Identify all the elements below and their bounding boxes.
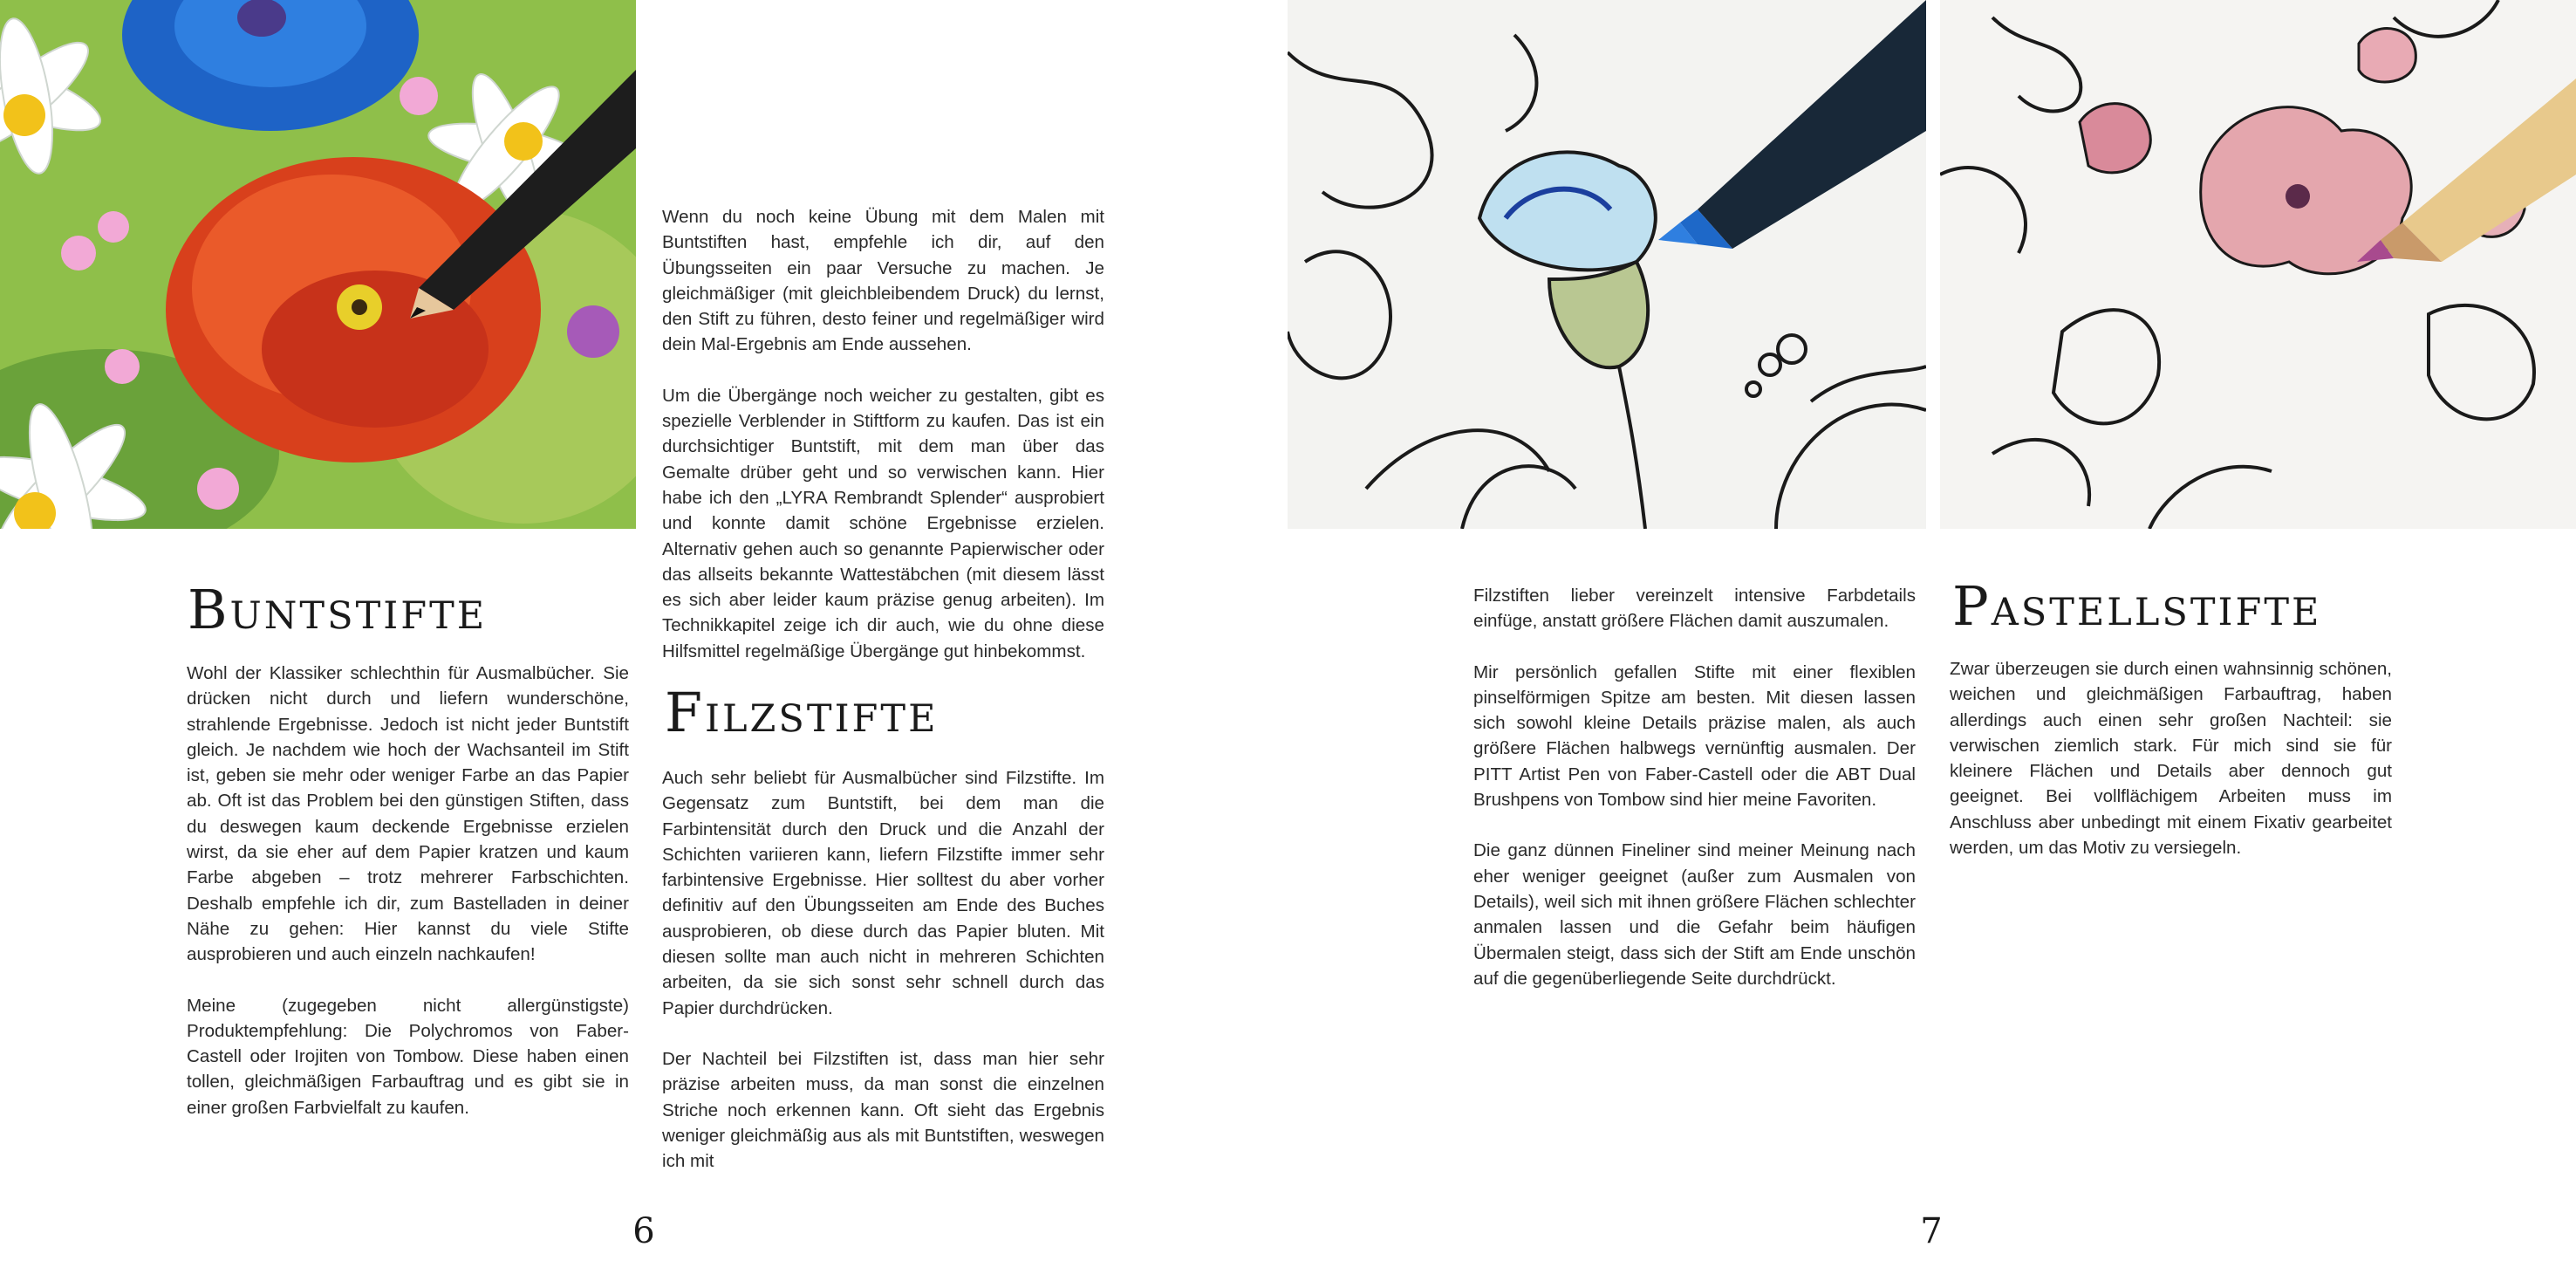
pastellstifte-text [1950, 656, 2392, 860]
filzstifte-text [662, 765, 1104, 1174]
buntstifte-text [187, 661, 629, 1120]
paragraph: Filzstiften lieber vereinzelt intensive Farbdetails einfüge, anstatt größere Flächen damit auszumalen. [1473, 586, 1916, 632]
paragraph: Um die Übergänge noch weicher zu gestalten, gibt es spezielle Verblender in Stiftform zu kaufen. Das ist ein durchsichtiger Buntstift, mit dem man über das Gemalte drüber geht und so verwischen kann. Hier habe ich den „LYRA Rembrandt Splender“ ausprobiert und konnte damit schöne Ergebnisse erzielen. Alternativ gehen auch so genannte Papierwischer oder das allseits bekannte Wattestäbchen (mit diesem lässt es sich aber leider kaum präzise genug arbeiten). Im Technikkapitel zeige ich dir auch, wie du ohne diese Hilfsmittel regelmäßige Übergänge gut hinbekommst. [662, 385, 1104, 661]
page-number: 6 [632, 1211, 655, 1251]
paragraph: Meine (zugegeben nicht allergünstigste) Produktempfehlung: Die Polychromos von Faber-Castell oder Irojiten von Tombow. Diese haben einen tollen, gleichmäßigen Farbauftrag und es gibt sie in einer großen Farbvielfalt zu kaufen. [187, 995, 629, 1118]
paragraph: Auch sehr beliebt für Ausmalbücher sind Filzstifte. Im Gegensatz zum Buntstift, bei dem man die Farbintensität durch den Druck und die Anzahl der Schichten variieren kann, liefern Filzstifte immer sehr farbintensive Ergebnisse. Hier solltest du aber vorher definitiv auf den Übungsseiten am Ende des Buches ausprobieren, ob diese durch das Papier bluten. Mit diesen sollte man auch nicht in mehreren Schichten arbeiten, da sie sich sonst sehr schnell durch das Papier durchdrücken. [662, 768, 1104, 1018]
paragraph: Wohl der Klassiker schlechthin für Ausmalbücher. Sie drücken nicht durch und liefern wunderschöne, strahlende Ergebnisse. Jedoch ist nicht jeder Buntstift gleich. Je nachdem wie hoch der Wachsanteil im Stift ist, geben sie mehr oder weniger Farbe an das Papier ab. Oft ist das Problem bei den günstigen Stiften, dass du deswegen kaum deckende Ergebnisse erzielen wirst, da sie eher auf dem Papier kratzen und kaum Farbe abgeben – trotz mehrerer Farbschichten. Deshalb empfehle ich dir, zum Bastelladen in deiner Nähe zu gehen: Hier kannst du viele Stifte ausprobieren und auch einzeln nachkaufen! [187, 663, 629, 965]
colored-pencil-poppy-photo [0, 0, 636, 529]
pastel-pencil-blossom-photo [1940, 0, 2576, 529]
buntstifte-heading: Buntstifte [188, 578, 488, 641]
paragraph: Wenn du noch keine Übung mit dem Malen mit Buntstiften hast, empfehle ich dir, auf den Übungsseiten ein paar Versuche zu machen. Je gleichmäßiger (mit gleichbleibendem Druck) du lernst, den Stift zu führen, desto feiner und regelmäßiger wird dein Mal-Ergebnis am Ende aussehen. [662, 207, 1104, 355]
brush-pen-carnation-photo [1288, 0, 1926, 529]
filzstifte-heading: Filzstifte [665, 681, 939, 744]
filzstifte-continued-text [1473, 583, 1916, 991]
intro-text [662, 204, 1104, 664]
paragraph: Die ganz dünnen Fineliner sind meiner Meinung nach eher weniger geeignet (außer zum Ausmalen von Details), weil sich mit ihnen größere Flächen schlechter anmalen lassen und die Gefahr beim häufigen Übermalen steigt, dass sich der Stift am Ende unschön auf die gegenüberliegende Seite durchdrückt. [1473, 840, 1916, 989]
paragraph: Mir persönlich gefallen Stifte mit einer flexiblen pinselförmigen Spitze am besten. Mit diesen lassen sich sowohl kleine Details präzise malen, als auch größere Flächen halbwegs vernünftig ausmalen. Der PITT Artist Pen von Faber-Castell oder die ABT Dual Brushpens von Tombow sind hier meine Favoriten. [1473, 661, 1916, 811]
paragraph: Zwar überzeugen sie durch einen wahnsinnig schönen, weichen und gleichmäßigen Farbauftrag, haben allerdings auch einen sehr großen Nachteil: sie verwischen ziemlich stark. Für mich sind sie für kleinere Flächen und Details aber dennoch gut geeignet. Bei vollflächigem Arbeiten muss im Anschluss aber unbedingt mit einem Fixativ gearbeitet werden, um das Motiv zu versiegeln. [1950, 659, 2392, 859]
right-page [1288, 0, 2576, 1288]
pastellstifte-heading: Pastellstifte [1952, 574, 2322, 638]
paragraph: Der Nachteil bei Filzstiften ist, dass man hier sehr präzise arbeiten muss, da man sonst die einzelnen Striche noch erkennen kann. Oft sieht das Ergebnis weniger gleichmäßig aus als mit Buntstiften, weswegen ich mit [662, 1048, 1104, 1172]
page-number: 7 [1920, 1211, 1943, 1251]
